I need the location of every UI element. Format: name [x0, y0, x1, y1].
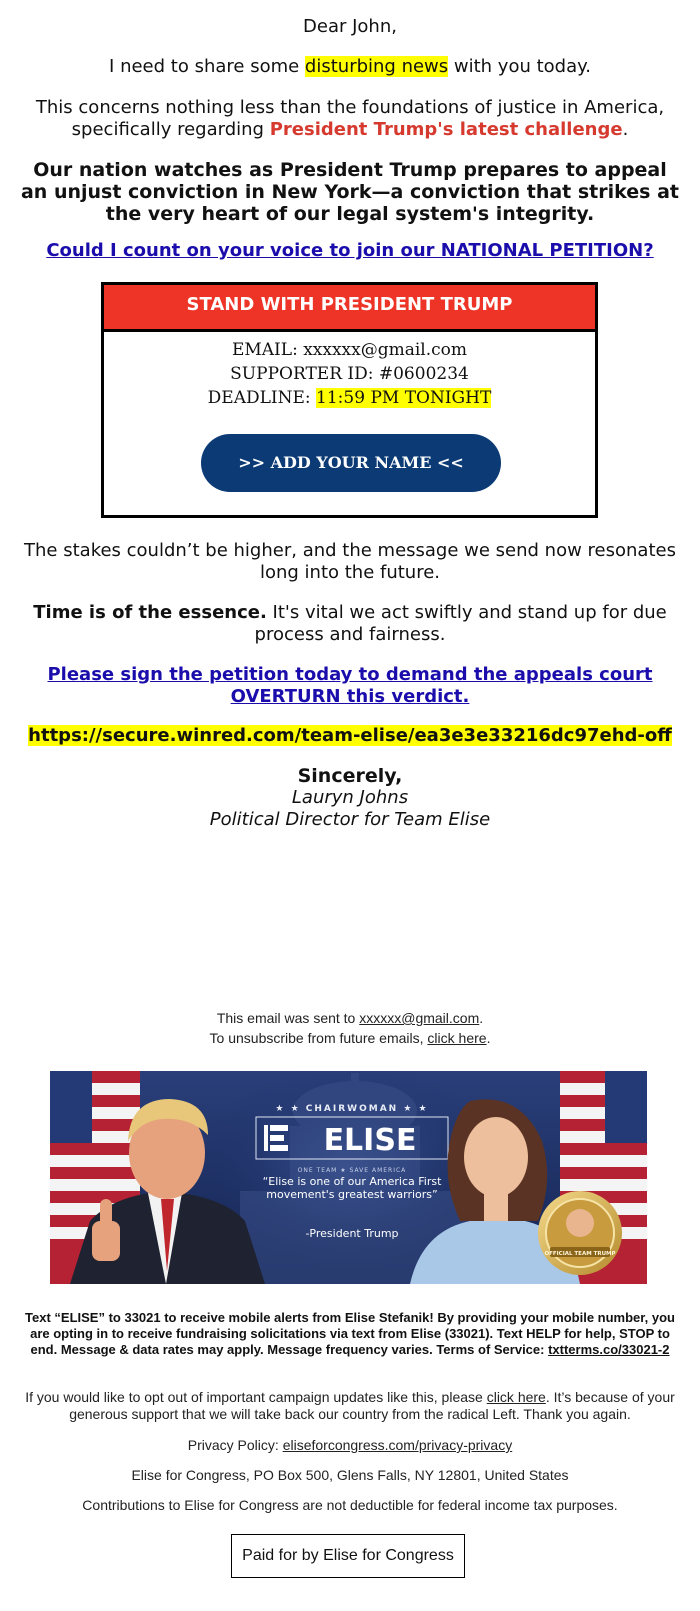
optout-text-end: . It’s because of your generous support that we will take back our country from the radical Left. Thank you again.: [69, 1389, 675, 1422]
appeal-paragraph: Our nation watches as President Trump prepares to appeal an unjust conviction in New York—a conviction that strikes at the very heart of our legal system's integrity.: [20, 159, 679, 225]
unsubscribe-text: To unsubscribe from future emails,: [209, 1030, 428, 1046]
recipient-email-link[interactable]: xxxxxx@gmail.com: [359, 1010, 480, 1026]
banner-tagline: ONE TEAM ★ SAVE AMERICA: [297, 1167, 407, 1174]
donation-url-text[interactable]: https://secure.winred.com/team-elise/ea3e3e33216dc97ehd-off: [28, 725, 672, 746]
urgency-text: It's vital we act swiftly and stand up for due process and fairness.: [254, 602, 667, 645]
deadline-value: 11:59 PM TONIGHT: [316, 388, 492, 408]
donation-url: [0, 725, 700, 746]
sign-petition-link[interactable]: Please sign the petition today to demand the appeals court OVERTURN this verdict.: [47, 664, 653, 707]
paid-for-by-box: Paid for by Elise for Congress: [231, 1534, 465, 1578]
petition-box-header: STAND WITH PRESIDENT TRUMP: [104, 285, 595, 332]
unsubscribe-period: .: [486, 1030, 491, 1046]
intro-text-end: with you today.: [448, 56, 591, 77]
signature: [0, 765, 700, 831]
sms-terms-link[interactable]: txtterms.co/33021-2: [548, 1342, 670, 1357]
intro-paragraph: [0, 56, 700, 78]
privacy-label: Privacy Policy:: [187, 1437, 283, 1453]
petition-box: [101, 282, 598, 518]
optout-text: If you would like to opt out of important campaign updates like this, please: [25, 1389, 487, 1405]
red-emphasis: President Trump's latest challenge: [269, 119, 623, 140]
supporter-id-line: SUPPORTER ID: #0600234: [230, 364, 469, 384]
privacy-policy-link[interactable]: eliseforcongress.com/privacy-privacy: [282, 1437, 513, 1453]
petition-question: [0, 240, 700, 262]
banner-quote: “Elise is one of our America First movement's greatest warriors”: [262, 1175, 442, 1201]
email-line: EMAIL: xxxxxx@gmail.com: [231, 340, 468, 360]
contributions-disclaimer: Contributions to Elise for Congress are not deductible for federal income tax purposes.: [82, 1497, 618, 1513]
sender-name: Lauryn Johns: [291, 787, 409, 808]
sent-to-period: .: [479, 1010, 484, 1026]
optout-link[interactable]: click here: [486, 1389, 546, 1405]
banner-kicker: ★ ★ CHAIRWOMAN ★ ★: [275, 1104, 429, 1114]
urgency-bold: Time is of the essence.: [33, 602, 267, 623]
petition-details: [104, 332, 595, 410]
urgency-paragraph: [20, 602, 680, 646]
unsubscribe-link[interactable]: click here: [427, 1030, 487, 1046]
seal-text: OFFICIAL TEAM TRUMP: [544, 1251, 616, 1257]
justice-text-end: .: [622, 119, 629, 140]
sent-to-text: This email was sent to: [216, 1010, 360, 1026]
elise-banner-image[interactable]: [50, 1071, 647, 1284]
stakes-paragraph: The stakes couldn’t be higher, and the message we send now resonates long into the future.: [24, 540, 676, 583]
sms-text: Text “ELISE” to 33021 to receive mobile alerts from Elise Stefanik! By providing your mobile number, you are opting in to receive fundraising solicitations via text from Elise (33021). Text HELP for help, STOP to end. Message & data rates may apply. Message frequency varies. Terms of Service:: [25, 1310, 675, 1357]
greeting: Dear John,: [303, 16, 397, 37]
official-team-trump-seal-icon: [538, 1191, 622, 1275]
deadline-line: [104, 386, 595, 410]
sent-to-line: [0, 1008, 700, 1028]
banner-attribution: -President Trump: [305, 1227, 399, 1240]
unsubscribe-line: [0, 1028, 700, 1048]
mailing-address: Elise for Congress, PO Box 500, Glens Falls, NY 12801, United States: [131, 1467, 569, 1483]
footer-recipient-note: [0, 1008, 700, 1048]
justice-text: This concerns nothing less than the foundations of justice in America, specifically regarding: [35, 97, 665, 140]
privacy-policy-line: [0, 1437, 700, 1454]
sms-disclaimer: [18, 1310, 682, 1358]
national-petition-link[interactable]: Could I count on your voice to join our NATIONAL PETITION?: [46, 240, 654, 261]
signoff: Sincerely,: [297, 765, 403, 787]
banner-logo-text: ELISE: [323, 1123, 417, 1158]
intro-text: I need to share some: [109, 56, 305, 77]
highlighted-phrase: disturbing news: [304, 56, 449, 77]
sign-petition-paragraph: [40, 664, 660, 708]
opt-out-paragraph: [18, 1389, 682, 1423]
sender-title: Political Director for Team Elise: [209, 809, 491, 830]
add-your-name-button[interactable]: >> ADD YOUR NAME <<: [201, 434, 501, 492]
deadline-label: DEADLINE:: [207, 388, 317, 408]
justice-paragraph: [20, 97, 680, 141]
